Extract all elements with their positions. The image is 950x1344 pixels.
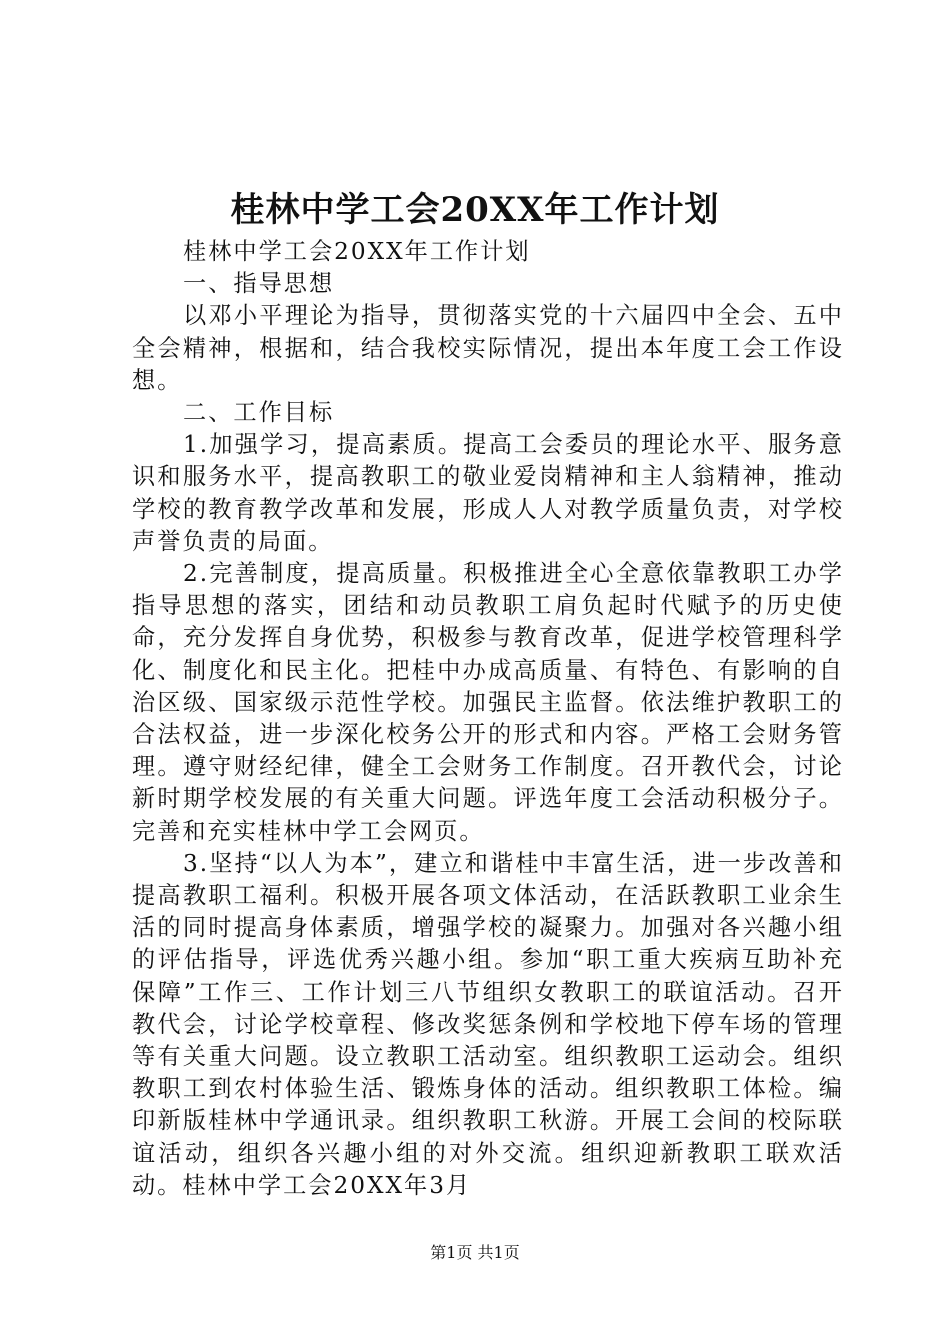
subtitle-paragraph: 桂林中学工会20XX年工作计划 bbox=[183, 238, 531, 265]
body-paragraph: 以邓小平理论为指导，贯彻落实党的十六届四中全会、五中全会精神，根据和，结合我校实际情况，提出本年度工会工作设想。 bbox=[132, 302, 844, 394]
section-heading-guiding-ideology: 一、指导思想 bbox=[183, 270, 335, 298]
page-footer: 第1页 共1页 bbox=[430, 1243, 520, 1262]
body-paragraph: 2.完善制度，提高质量。积极推进全心全意依靠教职工办学指导思想的落实，团结和动员教职工肩负起时代赋予的历史使命，充分发挥自身优势，积极参与教育改革，促进学校管理科学化、制度化和民主化。把桂中办成高质量、有特色、有影响的自治区级、国家级示范性学校。加强民主监督。依法维护教职工的合法权益，进一步深化校务公开的形式和内容。严格工会财务管理。遵守财经纪律，健全工会财务工作制度。召开教代会，讨论新时期学校发展的有关重大问题。评选年度工会活动积极分子。完善和充实桂林中学工会网页。 bbox=[132, 560, 844, 845]
document-title: 桂林中学工会20XX年工作计划 bbox=[230, 190, 720, 230]
body-paragraph: 3.坚持“以人为本”，建立和谐桂中丰富生活，进一步改善和提高教职工福利。积极开展各项文体活动，在活跃教职工业余生活的同时提高身体素质，增强学校的凝聚力。加强对各兴趣小组的评估指导，评选优秀兴趣小组。参加“职工重大疾病互助补充保障”工作三、工作计划三八节组织女教职工的联谊活动。召开教代会，讨论学校章程、修改奖惩条例和学校地下停车场的管理等有关重大问题。设立教职工活动室。组织教职工运动会。组织教职工到农村体验生活、锻炼身体的活动。组织教职工体检。编印新版桂林中学通讯录。组织教职工秋游。开展工会间的校际联谊活动，组织各兴趣小组的对外交流。组织迎新教职工联欢活动。桂林中学工会20XX年3月 bbox=[132, 849, 844, 1199]
document-body bbox=[132, 236, 844, 1202]
body-paragraph: 1.加强学习，提高素质。提高工会委员的理论水平、服务意识和服务水平，提高教职工的敬业爱岗精神和主人翁精神，推动学校的教育教学改革和发展，形成人人对教学质量负责，对学校声誉负责的局面。 bbox=[132, 431, 844, 555]
section-heading-work-goals: 二、工作目标 bbox=[183, 399, 335, 427]
